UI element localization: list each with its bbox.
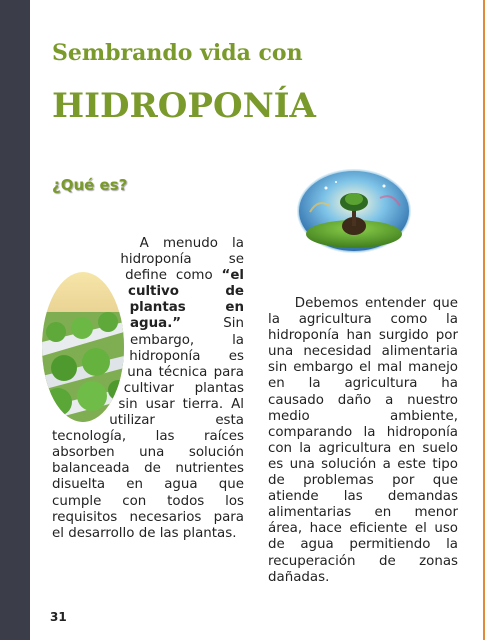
page-subtitle: Sembrando vida con xyxy=(52,40,303,66)
left-text-column xyxy=(52,236,244,542)
hydroponic-lettuce-photo xyxy=(42,272,124,422)
right-text-body: Debemos entender que la agricultura como la hidroponía han surgido por una necesidad alimentaria sin embargo el mal manejo en la agricultura ha causado daño a nuestro medio ambiente, comparando la hidroponía con la agricultura en suelo es una solución a este tipo de problemas por que atiende las demandas alimentarias en menor área, hace eficiente el uso de agua permitiendo la recuperación de zonas dañadas. xyxy=(268,296,458,585)
page-title: HIDROPONÍA xyxy=(52,86,316,126)
globe-tree-illustration xyxy=(296,168,412,254)
definition-quote: “el cultivo de plantas en agua.” xyxy=(128,268,244,332)
right-text-column xyxy=(268,296,458,586)
left-text-intro: A menudo la hidroponía se define como xyxy=(120,236,244,284)
left-text-body: Sin embargo, la hidroponía es una técnica para cultivar plantas sin usar tierra. Al utilizar esta tecnología, las raíces absorben una solución balanceada de nutrientes disuelta en agua que cumple con todos los requisitos necesarios para el desarrollo de las plantas. xyxy=(52,316,244,541)
section-heading: ¿Qué es? xyxy=(52,176,128,194)
right-edge-line xyxy=(483,0,485,640)
left-margin-bar xyxy=(0,0,30,640)
page-number: 31 xyxy=(50,610,67,624)
